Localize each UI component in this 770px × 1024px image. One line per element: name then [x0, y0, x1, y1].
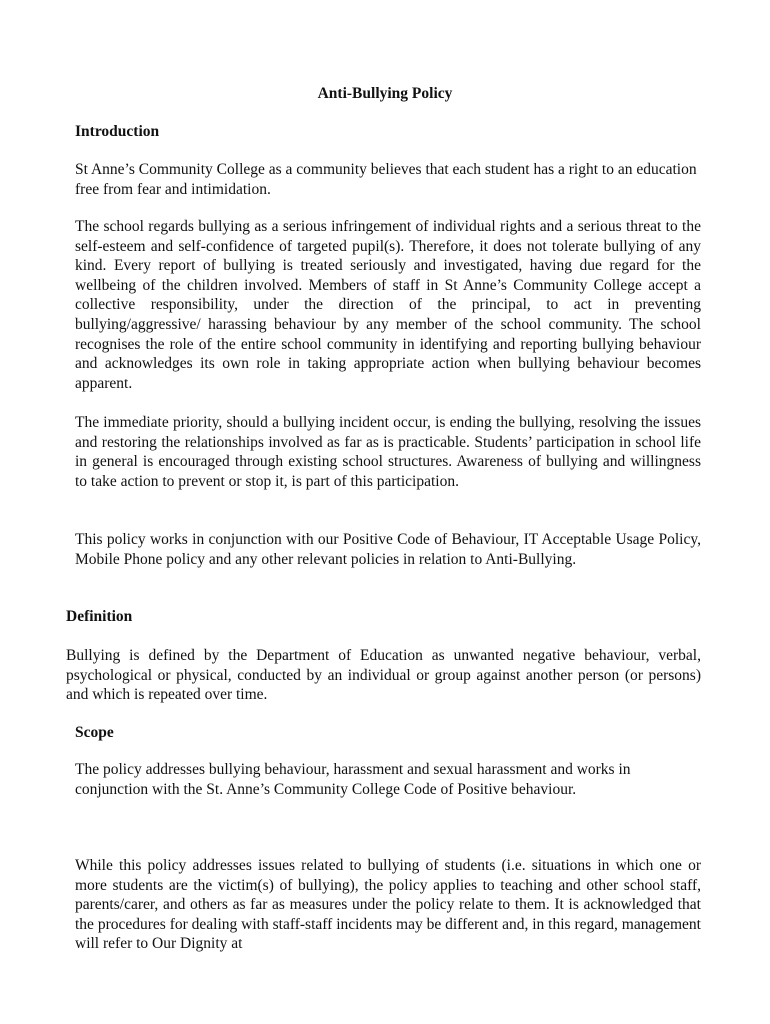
scope-paragraph-2: While this policy addresses issues related to bullying of students (i.e. situations in which one or more students are the victim(s) of bullying), the policy applies to teaching and other school staff, parents/carer, and others as far as measures under the policy relate to them. It is acknowledged that the procedures for dealing with staff-staff incidents may be different and, in this regard, management will refer to Our Dignity at — [75, 857, 701, 953]
section-heading-introduction: Introduction — [75, 123, 160, 140]
scope-paragraph-1: The policy addresses bullying behaviour, harassment and sexual harassment and works in conjunction with the St. Anne’s Community College Code of Positive behaviour. — [75, 761, 631, 798]
introduction-paragraph-1: St Anne’s Community College as a community believes that each student has a right to an education free from fear and intimidation. — [75, 161, 697, 198]
introduction-paragraph-2: The school regards bullying as a serious infringement of individual rights and a serious threat to the self-esteem and self-confidence of targeted pupil(s). Therefore, it does not tolerate bullying of any kind. Every report of bullying is treated seriously and investigated, having due regard for the wellbeing of the children involved. Members of staff in St Anne’s Community College accept a collective responsibility, under the direction of the principal, to act in preventing bullying/aggressive/ harassing behaviour by any member of the school community. The school recognises the role of the entire school community in identifying and reporting bullying behaviour and acknowledges its own role in taking appropriate action when bullying behaviour becomes apparent. — [75, 218, 701, 392]
definition-paragraph: Bullying is defined by the Department of Education as unwanted negative behaviour, verbal, psychological or physical, conducted by an individual or group against another person (or persons) and which is repeated over time. — [66, 647, 701, 704]
introduction-paragraph-3: The immediate priority, should a bullying incident occur, is ending the bullying, resolving the issues and restoring the relationships involved as far as is practicable. Students’ participation in school life in general is encouraged through existing school structures. Awareness of bullying and willingness to take action to prevent or stop it, is part of this participation. — [75, 414, 701, 490]
section-heading-definition: Definition — [66, 608, 133, 625]
introduction-paragraph-4: This policy works in conjunction with our Positive Code of Behaviour, IT Acceptable Usage Policy, Mobile Phone policy and any other relevant policies in relation to Anti-Bullying. — [75, 531, 701, 568]
section-heading-scope: Scope — [75, 724, 114, 741]
document-title: Anti-Bullying Policy — [317, 85, 453, 102]
